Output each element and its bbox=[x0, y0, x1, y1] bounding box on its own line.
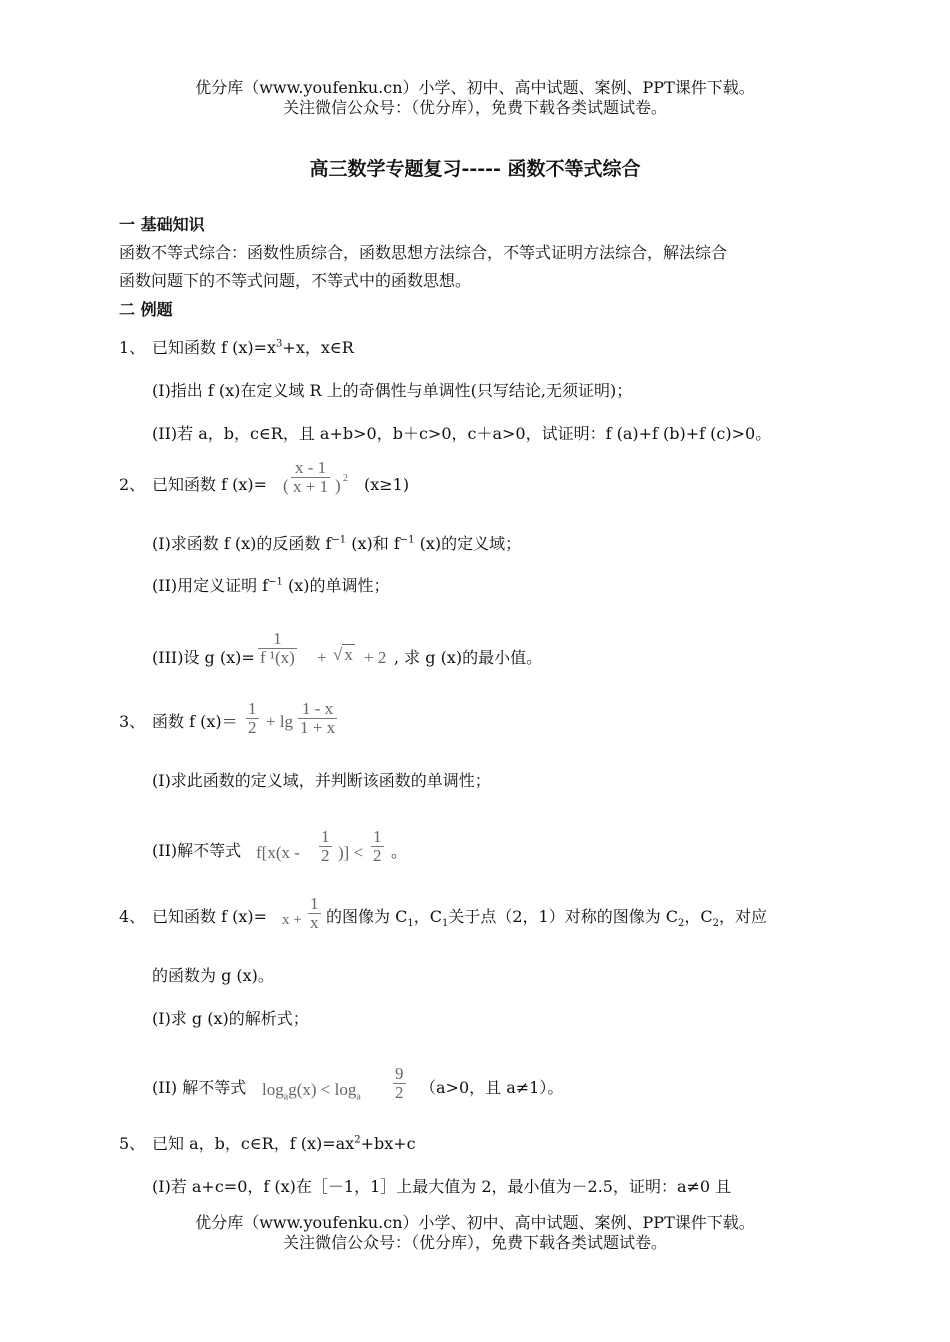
question-2-stem-text: 已知函数 f (x)= bbox=[152, 475, 268, 494]
question-3-number: 3、 bbox=[119, 712, 146, 731]
section-heading-examples: 二 例题 bbox=[119, 300, 173, 319]
question-2-part-3-plus-two: + 2 bbox=[364, 648, 387, 667]
question-3-stem-text: 函数 f (x)＝ bbox=[152, 712, 238, 731]
question-3-part-1: (I)求此函数的定义域，并判断该函数的单调性； bbox=[152, 771, 491, 790]
question-4-inequality-fraction: $\frac{9}{2}$ bbox=[395, 1064, 404, 1102]
question-3-lg: + lg bbox=[266, 712, 294, 731]
question-2-lparen: ( bbox=[283, 476, 289, 495]
question-4-stem-rest: 的图像为 $C_1$，$C_1$关于点（2，1）对称的图像为 $C_2$，$C_2$，对应 bbox=[326, 907, 768, 930]
question-2-part-3-plus: + bbox=[317, 648, 327, 667]
question-2-part-3-sqrt: √ x bbox=[333, 645, 353, 664]
question-2-domain: (x≥1) bbox=[364, 475, 410, 494]
question-5-number: 5、 bbox=[119, 1134, 146, 1153]
question-2-part-2: (II)用定义证明 $f^{-1}$ (x)的单调性； bbox=[152, 576, 390, 595]
basics-text-line-1: 函数不等式综合：函数性质综合，函数思想方法综合，不等式证明方法综合，解法综合 bbox=[119, 243, 728, 262]
question-1-number: 1、 bbox=[119, 338, 146, 357]
question-2-rparen: ) bbox=[335, 476, 341, 495]
question-2-part-3-fraction: $\frac{1}{\text{f ¹(x)}}$ bbox=[260, 629, 295, 667]
question-4-expr-x: x + bbox=[282, 912, 302, 928]
question-2-exponent: 2 bbox=[343, 473, 348, 484]
question-4-fraction: $\frac{1}{x}$ bbox=[310, 894, 319, 932]
question-4-inequality-left: $\log_ag(x) < \log_a$ bbox=[262, 1080, 361, 1103]
footer-line-2: 关注微信公众号：（优分库），免费下载各类试题试卷。 bbox=[282, 1233, 667, 1252]
question-2-part-1: (I)求函数 f (x)的反函数 $f^{-1}$ (x)和 $f^{-1}$ (x)的定义域； bbox=[152, 534, 522, 553]
question-4-stem-line-2: 的函数为 g (x)。 bbox=[152, 966, 274, 985]
section-heading-basics: 一 基础知识 bbox=[119, 215, 205, 234]
page-title: 高三数学专题复习----- 函数不等式综合 bbox=[309, 158, 641, 180]
question-3-inequality-mid: )] < bbox=[338, 843, 364, 862]
header-line-2: 关注微信公众号：（优分库），免费下载各类试题试卷。 bbox=[282, 98, 667, 117]
question-3-inequality-fraction-2: $\frac{1}{2}$ bbox=[373, 827, 382, 865]
question-3-fraction-half: $\frac{1}{2}$ bbox=[248, 699, 257, 737]
question-3-inequality-fraction-1: $\frac{1}{2}$ bbox=[321, 827, 330, 865]
question-3-part-2-label: (II)解不等式 bbox=[152, 841, 242, 860]
question-2-fraction: $\frac{x - 1}{x + 1}$ bbox=[293, 458, 329, 496]
question-3-part-2-end: 。 bbox=[391, 842, 408, 861]
header-line-1: 优分库（www.youfenku.cn）小学、初中、高中试题、案例、PPT课件下载。 bbox=[195, 78, 755, 97]
question-2-part-3-text: , 求 g (x)的最小值。 bbox=[394, 648, 543, 667]
question-3-inequality-left: f[x(x - bbox=[256, 843, 300, 862]
question-5-stem: 已知 a，b，c∈R，f $(x)=ax^2+bx+c$ bbox=[152, 1134, 416, 1153]
question-2-part-3-label: (III)设 g (x)= bbox=[152, 648, 255, 667]
question-4-number: 4、 bbox=[119, 907, 146, 926]
footer-line-1: 优分库（www.youfenku.cn）小学、初中、高中试题、案例、PPT课件下载。 bbox=[195, 1213, 755, 1232]
question-1-stem: 已知函数 f $(x)=x^3+x$，x∈R bbox=[152, 338, 354, 357]
question-4-part-2-condition: （a>0，且 a≠1）。 bbox=[420, 1078, 564, 1097]
question-5-part-1: (I)若 a+c=0，f (x)在［－1，1］上最大值为 2，最小值为－2.5，证明：a≠0 且 bbox=[152, 1177, 732, 1196]
question-4-part-2-label: (II) 解不等式 bbox=[152, 1078, 247, 1097]
question-4-stem-text: 已知函数 f (x)= bbox=[152, 907, 268, 926]
basics-text-line-2: 函数问题下的不等式问题，不等式中的函数思想。 bbox=[119, 271, 472, 290]
question-1-part-1: (I)指出 f (x)在定义域 R 上的奇偶性与单调性(只写结论,无须证明)； bbox=[152, 381, 633, 400]
question-1-part-2: (II)若 a，b，c∈R，且 a+b>0，b＋c>0，c＋a>0，试证明：f (a)+f (b)+f (c)>0。 bbox=[152, 424, 772, 443]
question-4-part-1: (I)求 g (x)的解析式； bbox=[152, 1009, 309, 1028]
question-3-fraction-log-arg: $\frac{1 - x}{1 + x}$ bbox=[300, 699, 336, 737]
question-2-number: 2、 bbox=[119, 475, 146, 494]
